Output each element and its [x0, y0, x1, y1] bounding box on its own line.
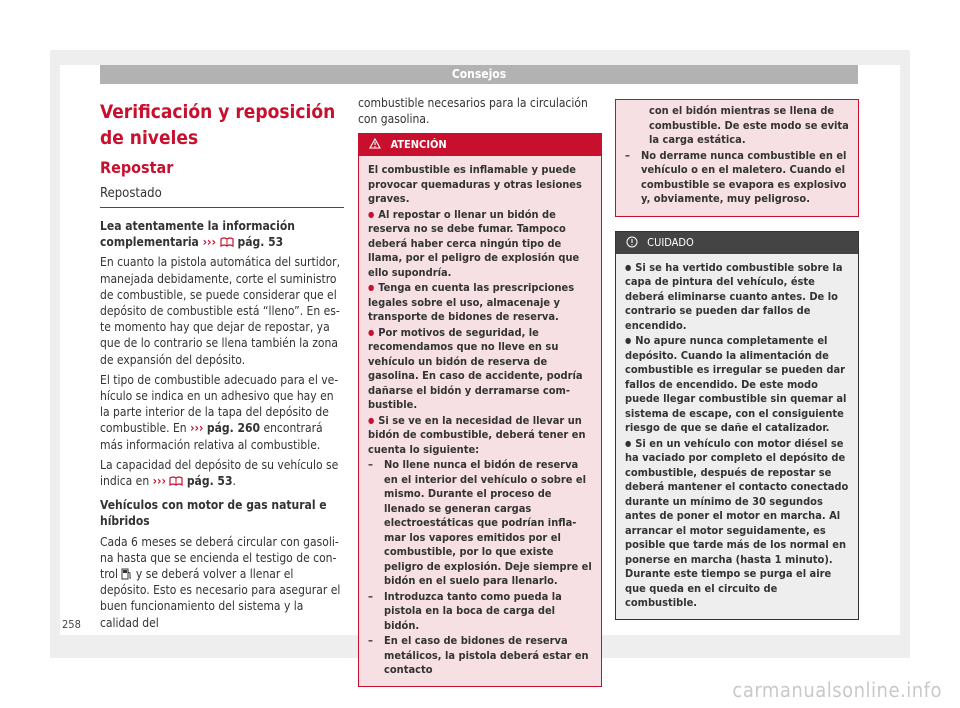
- caution-header: [616, 232, 858, 254]
- warning-triangle-icon: [369, 138, 381, 151]
- paragraph: combustible necesarios para la circulación con gasolina.: [358, 96, 588, 127]
- book-reference-icon: [169, 474, 183, 484]
- paragraph: Cada 6 meses se deberá circular con gasolina hasta que se encienda el testigo de control y se deberá volver a llenar el depósito. Esto es necesario para asegurar el buen funcionamiento del sistema y la calidad del: [100, 534, 341, 630]
- column-1: [100, 95, 344, 635]
- info-circle-icon: [626, 236, 638, 249]
- warning-header: [359, 134, 601, 156]
- warning-item: ● Al repostar o llenar un bidón de reserva no se debe fumar. Tampoco deberá haber cerca ningún tipo de llama, por el peligro de explosión que ello supondría.: [368, 208, 592, 281]
- page-link[interactable]: pág. 260: [206, 421, 260, 436]
- caution-label: CUIDADO: [647, 235, 694, 249]
- watermark: carmanualsonline.info: [732, 678, 942, 702]
- warning-subitem: – No llene nunca el bidón de reserva en el interior del vehículo o sobre el mismo. Durante el proceso de llenado se generan cargas electroestáticas que podrían inflamar los vapores emitidos por el combustible, por lo que existe peligro de explosión. Deje siempre el bidón en el suelo para llenarlo.: [368, 458, 592, 589]
- page-link[interactable]: pág. 53: [237, 235, 284, 250]
- gas-heading: Vehículos con motor de gas natural e híbridos: [100, 498, 327, 529]
- page-link[interactable]: pág. 53: [186, 474, 233, 489]
- caution-box: [615, 231, 859, 620]
- column-3: [615, 95, 859, 620]
- warning-item: ● Si se ve en la necesidad de llevar un bidón de combustible, deberá tener en cuenta lo siguiente:: [368, 414, 592, 458]
- warning-item: ● Por motivos de seguridad, le recomendamos que no lleve en su vehículo un bidón de reserva de gasolina. En caso de accidente, podría dañarse el bidón y derramarse combustible.: [368, 326, 592, 413]
- caution-item: ● No apure nunca completamente el depósito. Cuando la alimentación de combustible es irregular se pueden dar fallos de encendido. De este modo puede llegar combustible sin quemar al sistema de escape, con el consiguiente riesgo de que se dañe el catalizador.: [625, 334, 849, 436]
- caution-item: ● Si en un vehículo con motor diésel se ha vaciado por completo el depósito de combustible, después de repostar se deberá mantener el contacto conectado durante un mínimo de 30 segundos antes de poner el motor en marcha. Al arrancar el motor seguidamente, es posible que tarde más de los normal en ponerse en marcha (hasta 1 minuto). Durante este tiempo se purga el aire que queda en el circuito de combustible.: [625, 437, 849, 611]
- warning-box: [358, 133, 602, 687]
- paragraph: En cuanto la pistola automática del surtidor, manejada debidamente, corte el suministro de combustible, se puede considerar que el depósito de combustible está “lleno”. En este momento hay que dejar de repostar, ya que de lo contrario se llena también la zona de expansión del depósito.: [100, 255, 341, 367]
- warning-box-continued: [615, 99, 859, 217]
- caution-item: ● Si se ha vertido combustible sobre la capa de pintura del vehículo, éste deberá eliminarse cuanto antes. De lo contrario se pueden dar fallos de encendido.: [625, 261, 849, 334]
- warning-subitem: – No derrame nunca combustible en el vehículo o en el maletero. Cuando el combustible se evapora es explosivo y, obviamente, muy peligroso.: [625, 149, 849, 207]
- warning-subitem-continued: con el bidón mientras se llena de combustible. De este modo se evita la carga estática.: [649, 104, 849, 146]
- warning-intro: El combustible es inflamable y puede provocar quemaduras y otras lesiones graves.: [368, 163, 582, 206]
- column-2: [358, 95, 602, 687]
- warning-item: ● Tenga en cuenta las prescripciones legales sobre el uso, almacenaje y transporte de bidones de reserva.: [368, 281, 592, 325]
- page-number: 258: [62, 618, 81, 631]
- ref-arrows: ›››: [202, 235, 216, 250]
- subsection-title: Repostado: [100, 185, 344, 208]
- fuel-pump-icon: [121, 568, 132, 580]
- warning-subitem: – Introduzca tanto como pueda la pistola en la boca de carga del bidón.: [368, 590, 592, 634]
- paragraph: La capacidad del depósito de su vehículo se indica en ››› pág. 53.: [100, 457, 339, 489]
- section-header: Consejos: [100, 65, 858, 84]
- paragraph: El tipo de combustible adecuado para el vehículo se indica en un adhesivo que hay en la parte interior de la tapa del depósito de combustible. En ››› pág. 260 encontrará más información relativa al combustible.: [100, 372, 339, 452]
- warning-label: ATENCIÓN: [390, 138, 447, 152]
- page-title: Verificación y reposición de niveles: [100, 101, 336, 149]
- intro-paragraph: Lea atentamente la información complementaria ››› pág. 53: [100, 219, 295, 250]
- book-reference-icon: [220, 235, 234, 245]
- warning-subitem: – En el caso de bidones de reserva metálicos, la pistola deberá estar en contacto: [368, 634, 592, 678]
- page-subtitle: Repostar: [100, 158, 174, 177]
